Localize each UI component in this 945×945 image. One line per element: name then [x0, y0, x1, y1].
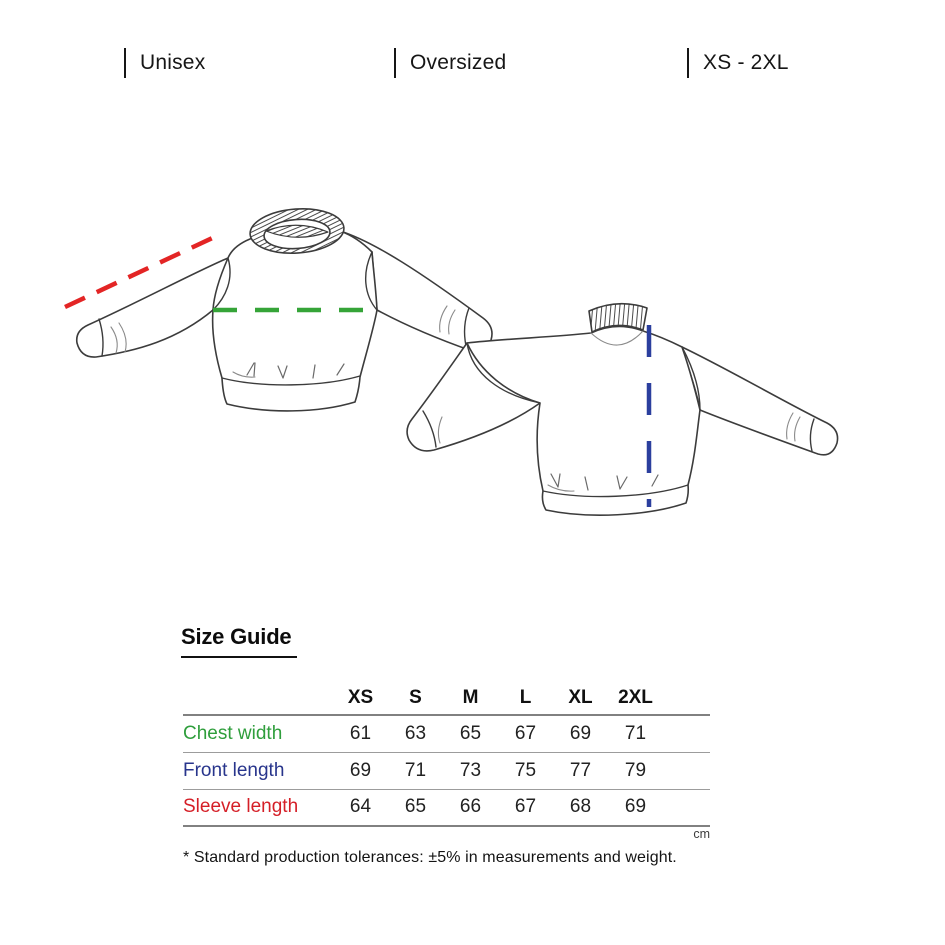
cell-value: 71	[624, 722, 647, 744]
cell-value: 68	[569, 796, 592, 818]
size-table-header-row	[183, 681, 710, 715]
size-guide-title-underline	[181, 656, 297, 658]
cell-value: 67	[514, 722, 537, 744]
size-guide-title: Size Guide	[181, 624, 292, 649]
attribute-label-oversized: Oversized	[394, 48, 506, 78]
table-row-chest-width	[183, 715, 710, 752]
cell-value: 63	[404, 722, 427, 744]
size-table-corner	[183, 681, 333, 715]
size-guide-table	[183, 681, 710, 827]
cell-value: 69	[569, 722, 592, 744]
cell-value: 65	[404, 796, 427, 818]
unit-label: cm	[693, 827, 710, 841]
cell-value: 69	[349, 759, 372, 781]
column-header-s: S	[409, 686, 422, 708]
table-row-sleeve-length	[183, 789, 710, 826]
column-header-xl: XL	[568, 686, 593, 708]
cell-value: 65	[459, 722, 482, 744]
cell-value: 64	[349, 796, 372, 818]
column-header-2xl: 2XL	[618, 686, 653, 708]
row-label-sleeve-length: Sleeve length	[183, 796, 299, 818]
row-label-chest-width: Chest width	[183, 722, 283, 744]
attribute-label-size-range: XS - 2XL	[687, 48, 789, 78]
cell-value: 75	[514, 759, 537, 781]
cell-value: 66	[459, 796, 482, 818]
column-header-m: M	[462, 686, 479, 708]
back-right-sleeve	[682, 347, 838, 455]
cell-value: 61	[349, 722, 372, 744]
cell-value: 79	[624, 759, 647, 781]
front-left-sleeve	[77, 258, 228, 357]
cell-value: 69	[624, 796, 647, 818]
table-row-front-length	[183, 752, 710, 789]
row-label-front-length: Front length	[183, 759, 285, 781]
column-header-xs: XS	[347, 686, 374, 708]
sweatshirt-back-illustration	[390, 295, 865, 580]
column-header-l: L	[519, 686, 532, 708]
cell-value: 77	[569, 759, 592, 781]
cell-value: 71	[404, 759, 427, 781]
cell-value: 73	[459, 759, 482, 781]
cell-value: 67	[514, 796, 537, 818]
tolerance-footnote: * Standard production tolerances: ±5% in measurements and weight.	[183, 849, 677, 866]
attribute-label-unisex: Unisex	[124, 48, 205, 78]
